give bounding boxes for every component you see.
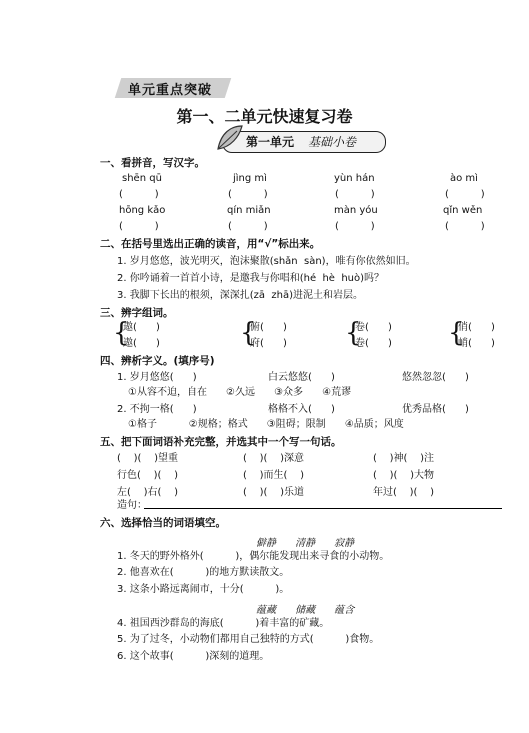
- section-4-heading: 四、辨析字义。(填序号): [100, 355, 215, 367]
- section-5-heading: 五、把下面词语补充完整，并选其中一个写一句话。: [100, 436, 342, 448]
- pinyin: hōng kǎo: [119, 205, 166, 216]
- section-1-heading: 一、看拼音，写汉字。: [100, 157, 205, 169]
- section-6-heading: 六、选择恰当的词语填空。: [100, 517, 226, 529]
- word-pair-bottom[interactable]: 峭( ): [458, 338, 495, 349]
- brace-glyph: {: [448, 318, 465, 348]
- idiom-blank[interactable]: ( )( )乐道: [243, 487, 305, 498]
- word-pair-top[interactable]: 俯( ): [250, 322, 287, 333]
- question-item: 4. 祖国西沙群岛的海底( )着丰富的矿藏。: [117, 618, 330, 629]
- question-item: 白云悠悠( ): [268, 372, 335, 383]
- word-pair-bottom[interactable]: 遨( ): [123, 338, 160, 349]
- question-item: 格格不入( ): [268, 404, 335, 415]
- answer-blank[interactable]: ( ): [335, 221, 375, 232]
- question-item: 优秀品格( ): [402, 404, 469, 415]
- answer-blank[interactable]: ( ): [445, 221, 485, 232]
- word-pair-top[interactable]: 卷( ): [355, 322, 392, 333]
- pinyin: ào mì: [450, 173, 478, 184]
- question-item: 3. 这条小路远离闹市，十分( )。: [117, 584, 290, 595]
- question-item: 1. 岁月悠悠，波光明灭，泡沫聚散(shǎn sàn)，唯有你依然如旧。: [117, 256, 416, 267]
- word-choices: 蕴藏 储藏 蕴含: [256, 605, 355, 616]
- question-item: 2. 他喜欢在( )的地方默读散文。: [117, 567, 290, 578]
- options-list: ①从容不迫，自在 ②久远 ③众多 ④荒谬: [128, 387, 352, 398]
- question-item: 2. 你吟诵着一首首小诗，是邀我与你唱和(hé hè huò)吗？: [117, 273, 385, 284]
- answer-blank[interactable]: ( ): [119, 189, 159, 200]
- answer-blank[interactable]: ( ): [335, 189, 375, 200]
- answer-blank[interactable]: ( ): [228, 189, 268, 200]
- question-item: 悠然忽忽( ): [402, 372, 469, 383]
- idiom-blank[interactable]: ( )( )深意: [243, 453, 305, 464]
- unit-subtitle: 基础小卷: [308, 135, 357, 149]
- word-pair-top[interactable]: 俏( ): [458, 322, 495, 333]
- pinyin: jìng mì: [233, 173, 267, 184]
- idiom-blank[interactable]: ( )而生( ): [243, 470, 305, 481]
- pinyin: shēn qū: [122, 173, 162, 184]
- idiom-blank[interactable]: ( )( )望重: [117, 453, 179, 464]
- question-item: 3. 我脚下长出的根须，深深扎(zā zhā)进泥土和岩层。: [117, 290, 363, 301]
- word-pair-bottom[interactable]: 府( ): [250, 338, 287, 349]
- answer-blank[interactable]: ( ): [228, 221, 268, 232]
- idiom-blank[interactable]: ( )神( )注: [373, 453, 435, 464]
- word-pair-top[interactable]: 遨( ): [123, 322, 160, 333]
- idiom-blank[interactable]: 年过( )( ): [373, 487, 435, 498]
- word-choices: 僻静 清静 寂静: [256, 538, 355, 549]
- question-item: 6. 这个故事( )深刻的道理。: [117, 651, 270, 662]
- answer-blank[interactable]: ( ): [119, 221, 159, 232]
- pinyin: qǐn wěn: [443, 205, 483, 216]
- banner-label: 单元重点突破: [128, 83, 213, 98]
- idiom-blank[interactable]: 行色( )( ): [117, 470, 179, 481]
- idiom-blank[interactable]: 左( )右( ): [117, 487, 179, 498]
- section-3-heading: 三、辨字组词。: [100, 307, 174, 319]
- brace-glyph: {: [345, 318, 362, 348]
- pinyin: màn yóu: [334, 205, 378, 216]
- section-2-heading: 二、在括号里选出正确的读音，用“√”标出来。: [100, 238, 321, 250]
- question-item: 2. 不拘一格( ): [117, 404, 197, 415]
- page-title: 第一、二单元快速复习卷: [176, 107, 353, 126]
- question-item: 5. 为了过冬，小动物们都用自己独特的方式( )食物。: [117, 634, 380, 645]
- answer-blank[interactable]: ( ): [445, 189, 485, 200]
- word-pair-bottom[interactable]: 卷( ): [355, 338, 392, 349]
- idiom-blank[interactable]: ( )( )大物: [373, 470, 435, 481]
- question-item: 1. 冬天的野外格外( )，偶尔能发现出来寻食的小动物。: [117, 551, 390, 562]
- brace-glyph: {: [240, 318, 257, 348]
- question-item: 1. 岁月悠悠( ): [117, 372, 197, 383]
- make-sentence-label: 造句：: [117, 500, 147, 511]
- pinyin: qín miǎn: [227, 205, 271, 216]
- pinyin: yùn hán: [334, 173, 375, 184]
- brace-glyph: {: [113, 318, 130, 348]
- options-list: ①格子 ②规格；格式 ③阻碍；限制 ④品质；风度: [128, 419, 404, 430]
- sentence-answer-line[interactable]: [144, 508, 502, 509]
- unit-name: 第一单元: [246, 135, 295, 149]
- leaf-icon: [215, 123, 245, 153]
